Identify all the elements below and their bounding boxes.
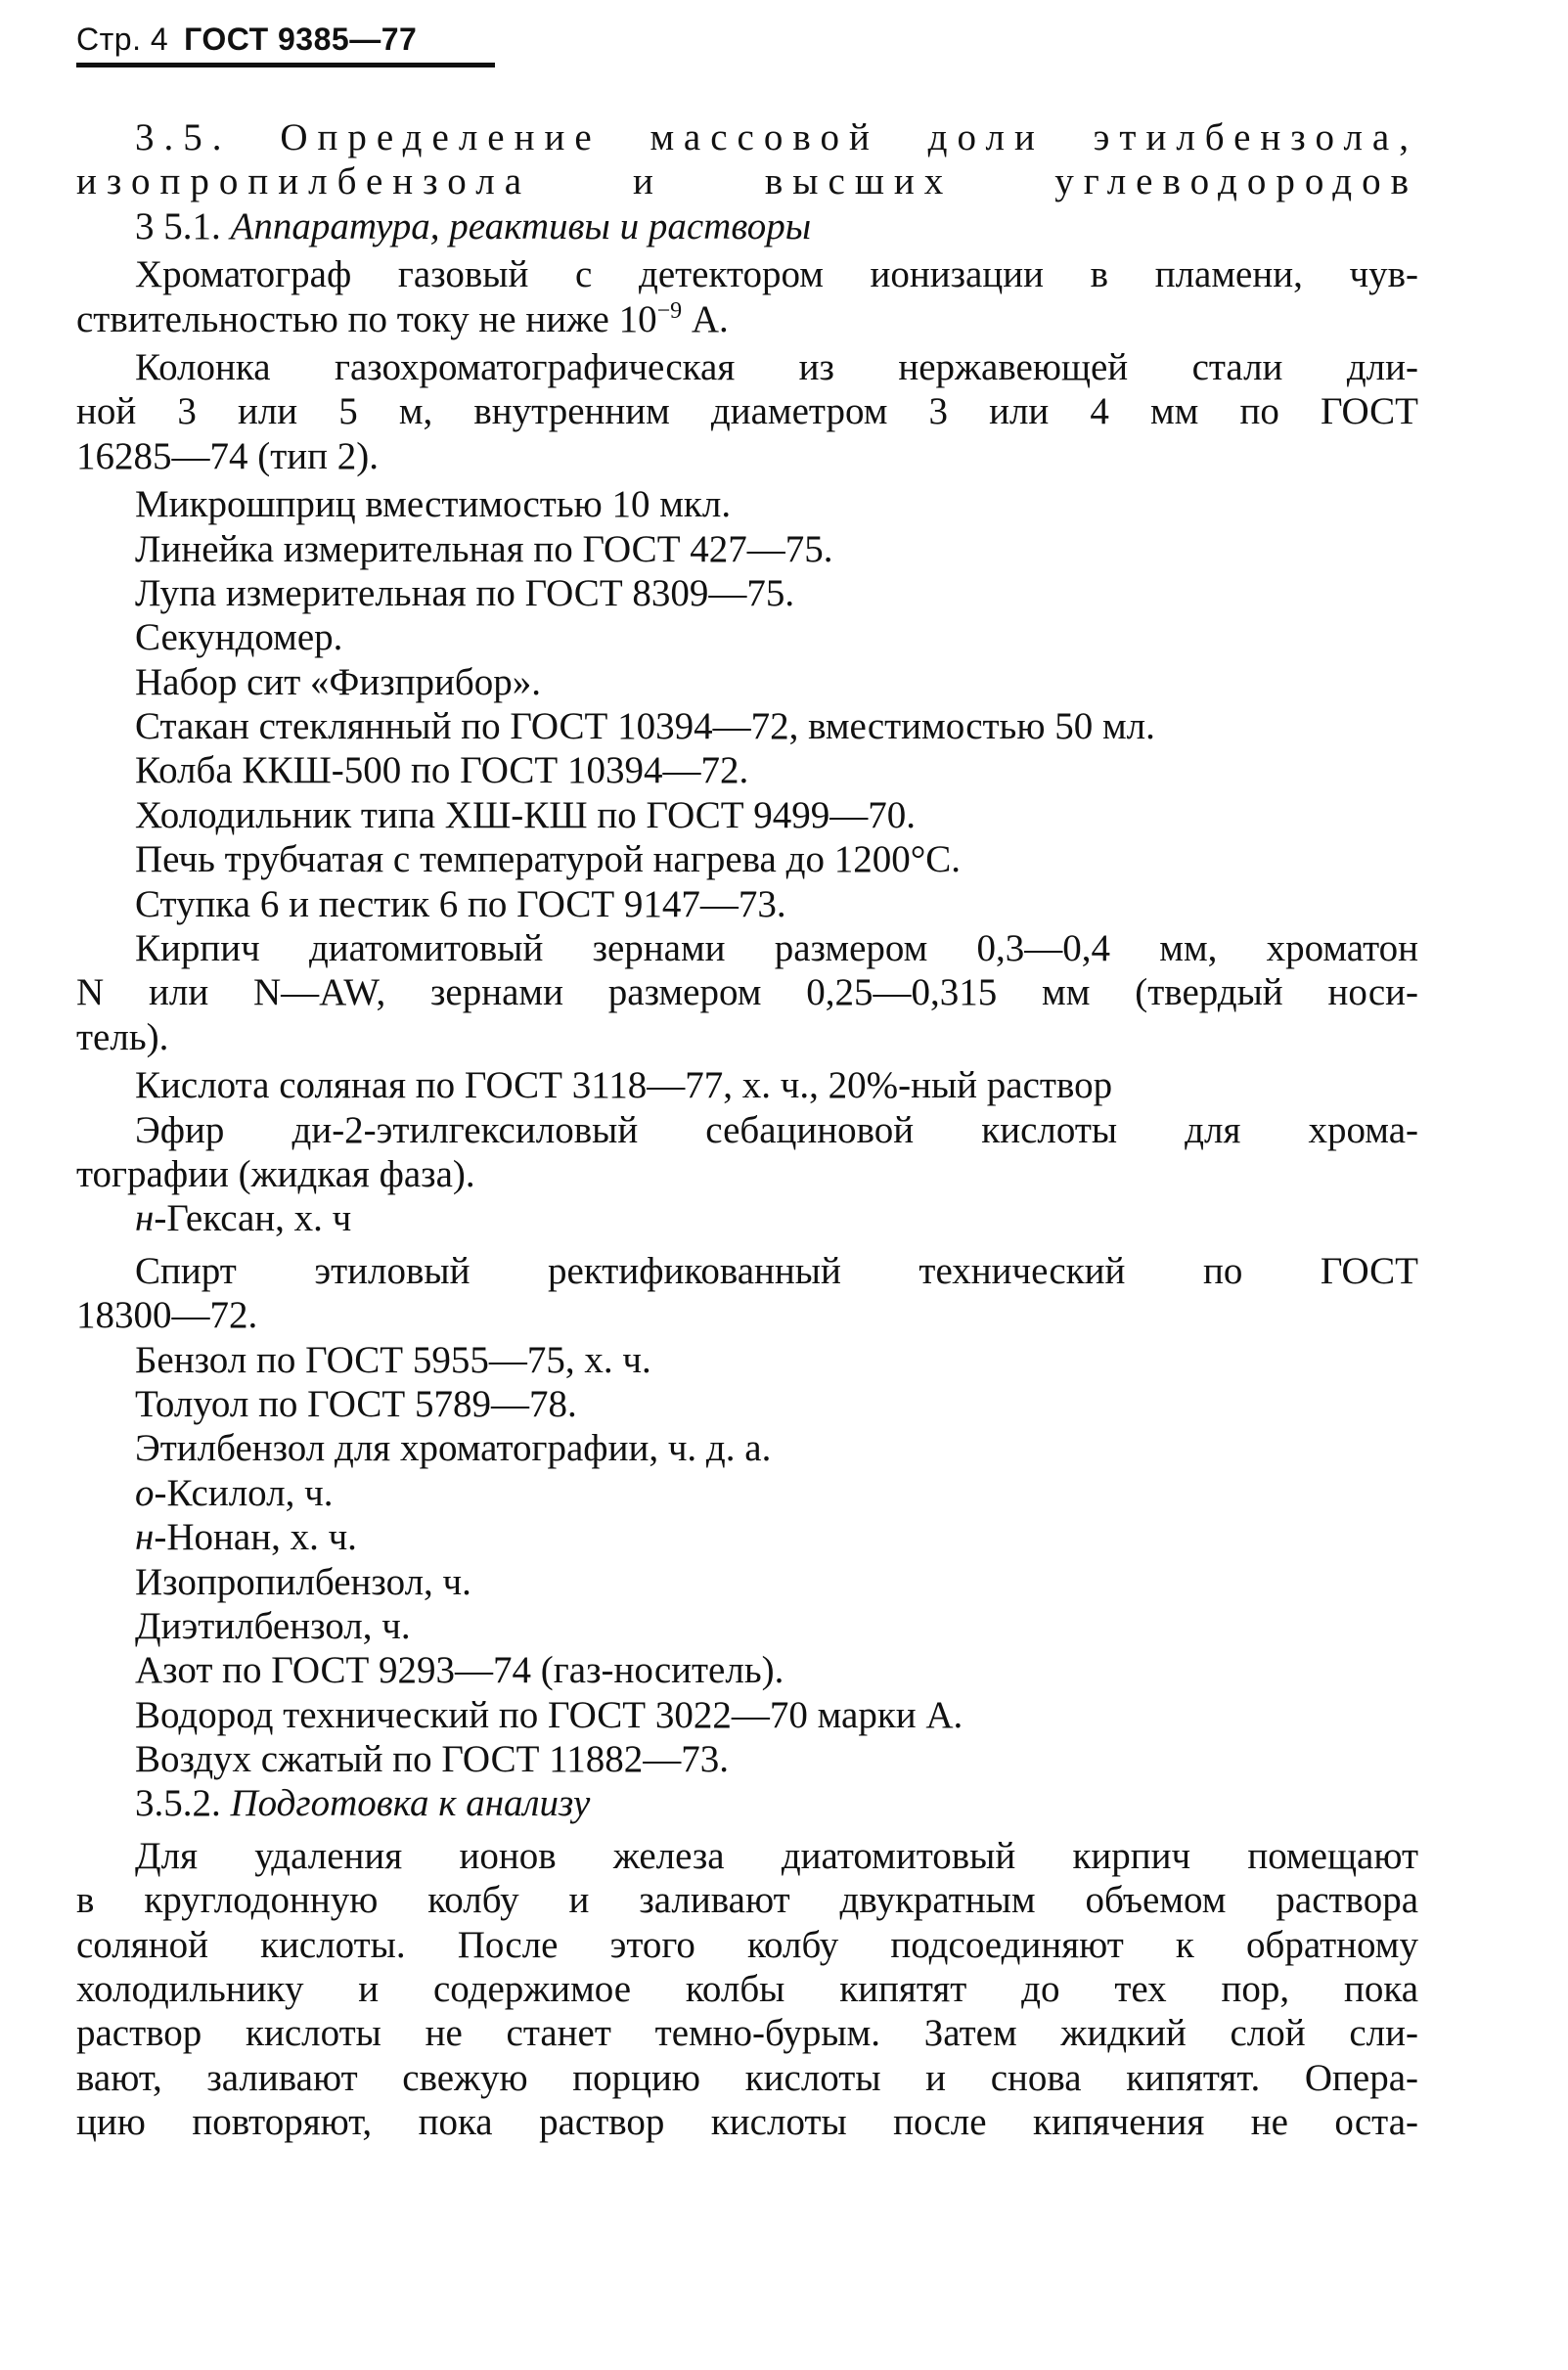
list-item: Кислота соляная по ГОСТ 3118—77, х. ч., 20%-ный раствор bbox=[135, 1064, 1113, 1107]
list-item: Ступка 6 и пестик 6 по ГОСТ 9147—73. bbox=[135, 882, 786, 925]
list-item: Набор сит «Физприбор». bbox=[135, 660, 541, 703]
list-item: Толуол по ГОСТ 5789—78. bbox=[135, 1382, 577, 1425]
list-item: Холодильник типа ХШ-КШ по ГОСТ 9499—70. bbox=[135, 793, 917, 836]
list-item: Этилбензол для хроматографии, ч. д. а. bbox=[135, 1427, 772, 1470]
subsection-number: 3.5.2. bbox=[135, 1782, 221, 1825]
paragraph-line: тографии (жидкая фаза). bbox=[76, 1152, 475, 1195]
list-item: Азот по ГОСТ 9293—74 (газ-носитель). bbox=[135, 1649, 784, 1692]
paragraph-line: Спирт этиловый ректификованный технический по ГОСТ bbox=[135, 1249, 1418, 1292]
list-item: Лупа измерительная по ГОСТ 8309—75. bbox=[135, 571, 795, 614]
exponent: −9 bbox=[656, 297, 683, 324]
chem-prefix: о bbox=[135, 1471, 155, 1514]
list-item: Печь трубчатая с температурой нагрева до 1200°С. bbox=[135, 838, 962, 881]
paragraph-line: соляной кислоты. После этого колбу подсоединяют к обратному bbox=[76, 1923, 1418, 1966]
paragraph-line: 16285—74 (тип 2). bbox=[76, 434, 380, 477]
list-item: Колба ККШ-500 по ГОСТ 10394—72. bbox=[135, 749, 749, 792]
paragraph-line: Хроматограф газовый с детектором ионизации в пламени, чув- bbox=[135, 253, 1418, 296]
list-item: Водород технический по ГОСТ 3022—70 марки А. bbox=[135, 1693, 963, 1736]
list-item: Линейка измерительная по ГОСТ 427—75. bbox=[135, 527, 833, 570]
chem-prefix: н bbox=[135, 1197, 155, 1240]
subsection-title: Аппаратура, реактивы и растворы bbox=[230, 204, 812, 247]
list-item: о-Ксилол, ч. bbox=[135, 1471, 334, 1514]
list-item: Диэтилбензол, ч. bbox=[135, 1604, 411, 1647]
subsection-heading bbox=[76, 1781, 1418, 1825]
paragraph-line: 18300—72. bbox=[76, 1294, 258, 1337]
paragraph-line: Эфир ди-2-этилгексиловый себациновой кислоты для хрома- bbox=[135, 1108, 1418, 1151]
page-number: Стр. 4 bbox=[76, 22, 169, 57]
paragraph-line: холодильнику и содержимое колбы кипятят до тех пор, пока bbox=[76, 1968, 1418, 2011]
paragraph-line: в круглодонную колбу и заливают двукратным объемом раствора bbox=[76, 1879, 1418, 1922]
section-title-line: 3.5. Определение массовой доли этилбензола, bbox=[135, 116, 1418, 158]
paragraph-line: Кирпич диатомитовый зернами размером 0,3—0,4 мм, хроматон bbox=[135, 927, 1418, 970]
paragraph-line: вают, заливают свежую порцию кислоты и снова кипятят. Опера- bbox=[76, 2056, 1418, 2099]
subsection-heading bbox=[76, 204, 1418, 248]
chem-prefix: н bbox=[135, 1516, 155, 1559]
subsection-title: Подготовка к анализу bbox=[230, 1782, 591, 1825]
list-item: н-Гексан, х. ч bbox=[135, 1197, 352, 1240]
list-item: Воздух сжатый по ГОСТ 11882—73. bbox=[135, 1738, 729, 1781]
subsection-number: 3 5.1. bbox=[135, 204, 221, 247]
paragraph-line: ствительностью по току не ниже $10^{-9}$ А. bbox=[76, 297, 729, 340]
list-item: Микрошприц вместимостью 10 мкл. bbox=[135, 483, 732, 526]
document-body bbox=[76, 115, 1418, 2145]
list-item: Стакан стеклянный по ГОСТ 10394—72, вместимостью 50 мл. bbox=[135, 705, 1155, 748]
list-item: Изопропилбензол, ч. bbox=[135, 1560, 471, 1603]
paragraph-line: тель). bbox=[76, 1015, 169, 1058]
section-title-line: изопропилбензола и высших углеводородов bbox=[76, 160, 1418, 203]
paragraph-line: Для удаления ионов железа диатомитовый кирпич помещают bbox=[135, 1834, 1418, 1877]
document-code: ГОСТ 9385—77 bbox=[184, 22, 418, 57]
list-item: н-Нонан, х. ч. bbox=[135, 1516, 357, 1559]
paragraph-line: цию повторяют, пока раствор кислоты после кипячения не оста- bbox=[76, 2101, 1418, 2144]
paragraph-line: N или N—AW, зернами размером 0,25—0,315 мм (твердый носи- bbox=[76, 971, 1418, 1014]
list-item: Бензол по ГОСТ 5955—75, х. ч. bbox=[135, 1338, 651, 1381]
paragraph-line: раствор кислоты не станет темно-бурым. Затем жидкий слой сли- bbox=[76, 2012, 1418, 2055]
running-header bbox=[76, 22, 417, 58]
paragraph-line: ной 3 или 5 м, внутренним диаметром 3 или 4 мм по ГОСТ bbox=[76, 390, 1418, 433]
paragraph-line: Колонка газохроматографическая из нержавеющей стали дли- bbox=[135, 345, 1418, 388]
header-rule bbox=[76, 63, 495, 67]
list-item: Секундомер. bbox=[135, 616, 343, 659]
